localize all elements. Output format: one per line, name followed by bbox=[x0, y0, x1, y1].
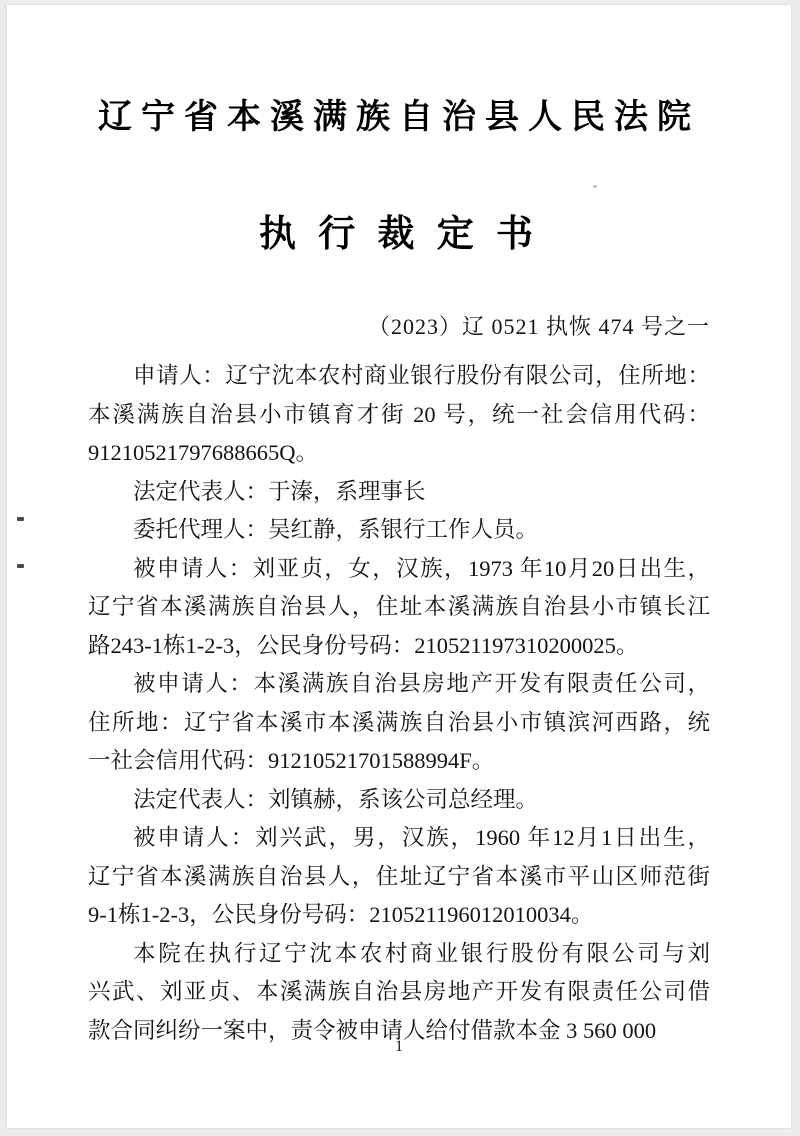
paragraph-legal-rep-1 bbox=[88, 473, 710, 512]
document-page bbox=[7, 5, 791, 1128]
scan-speck bbox=[17, 564, 24, 568]
text-line: 法定代表人：刘镇赫，系该公司总经理。 bbox=[133, 786, 539, 812]
paragraph-agent bbox=[88, 511, 710, 550]
text-line: 辽宁省本溪满族自治县人，住址辽宁省本溪市平山区师范街 bbox=[88, 863, 710, 889]
text-line: 本溪满族自治县小市镇育才街 20 号，统一社会信用代码： bbox=[88, 401, 710, 427]
paragraph-respondent-2 bbox=[88, 665, 710, 781]
text-line: 住所地：辽宁省本溪市本溪满族自治县小市镇滨河西路，统 bbox=[88, 709, 710, 735]
text-line: 被申请人：刘兴武，男，汉族，1960 年12月1日出生， bbox=[133, 825, 710, 850]
paragraph-respondent-3 bbox=[88, 819, 710, 935]
text-line: 法定代表人：于溱，系理事长 bbox=[133, 478, 426, 504]
text-line: 被申请人：本溪满族自治县房地产开发有限责任公司， bbox=[133, 671, 710, 696]
scan-speck bbox=[17, 517, 24, 521]
page-number: 1 bbox=[395, 1038, 403, 1055]
case-number: （2023）辽 0521 执恢 474 号之一 bbox=[367, 314, 710, 339]
paragraph-legal-rep-2 bbox=[88, 781, 710, 820]
text-line: 91210521797688665Q。 bbox=[88, 440, 318, 465]
paragraph-ruling-intro bbox=[88, 935, 710, 1051]
paragraph-applicant bbox=[88, 357, 710, 473]
text-line: 路243-1栋1-2-3，公民身份号码：210521197310200025。 bbox=[88, 632, 639, 658]
scan-speck bbox=[593, 185, 597, 188]
text-line: 兴武、刘亚贞、本溪满族自治县房地产开发有限责任公司借 bbox=[88, 979, 710, 1004]
text-line: 款合同纠纷一案中，责令被申请人给付借款本金 3 560 000 bbox=[88, 1017, 657, 1043]
text-line: 一社会信用代码：91210521701588994F。 bbox=[88, 748, 495, 773]
text-line: 申请人：辽宁沈本农村商业银行股份有限公司，住所地： bbox=[133, 363, 710, 388]
text-line: 辽宁省本溪满族自治县人，住址本溪满族自治县小市镇长江 bbox=[88, 594, 710, 619]
text-line: 被申请人：刘亚贞，女，汉族，1973 年10月20日出生， bbox=[133, 555, 710, 581]
document-title: 执 行 裁 定 书 bbox=[258, 213, 540, 254]
text-line: 本院在执行辽宁沈本农村商业银行股份有限公司与刘 bbox=[133, 940, 710, 966]
text-line: 委托代理人：吴红静，系银行工作人员。 bbox=[133, 517, 539, 542]
text-line: 9-1栋1-2-3，公民身份号码：210521196012010034。 bbox=[88, 902, 594, 927]
document-body bbox=[88, 357, 710, 1050]
paragraph-respondent-1 bbox=[88, 550, 710, 666]
court-name-title: 辽宁省本溪满族自治县人民法院 bbox=[98, 98, 700, 136]
